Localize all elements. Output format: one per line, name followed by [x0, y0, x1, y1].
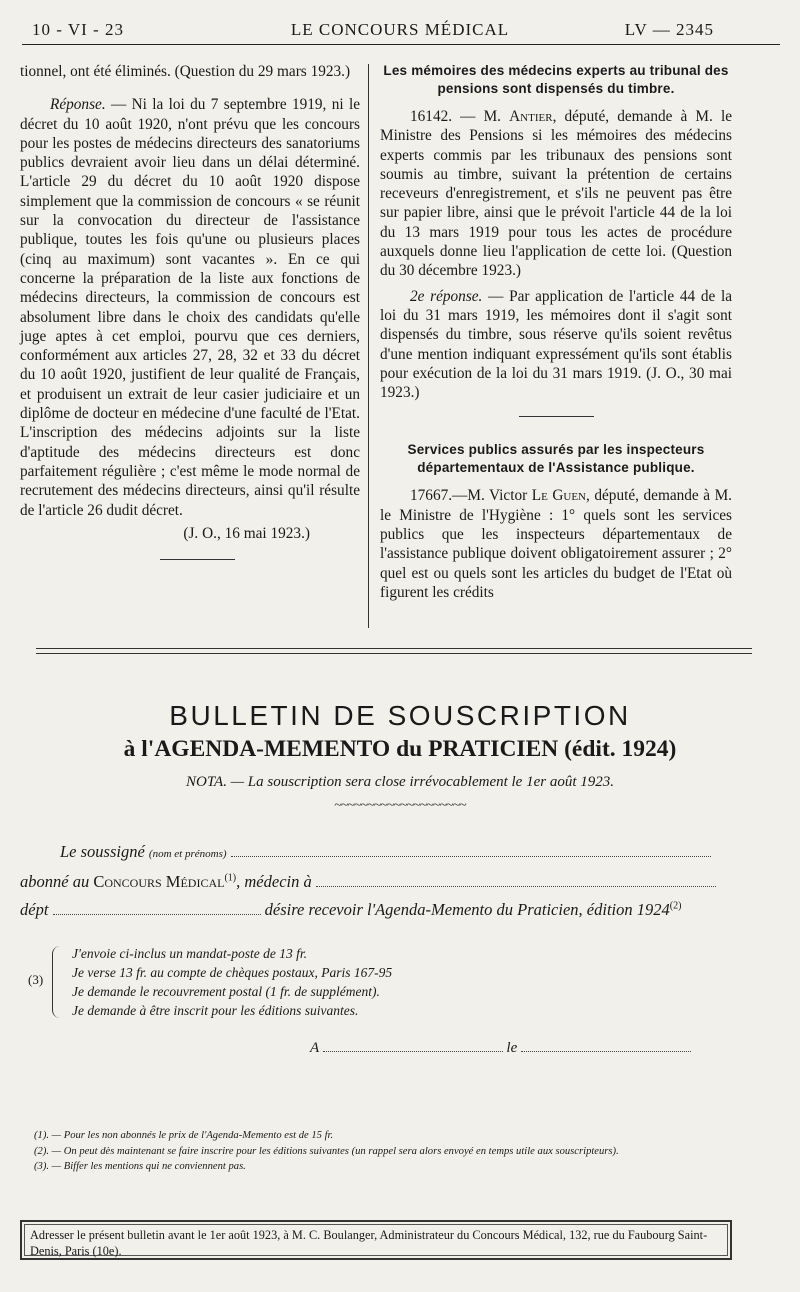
right-column — [380, 62, 732, 602]
left-citation: (J. O., 16 mai 1923.) — [183, 524, 310, 542]
soussigne-label: Le soussigné — [60, 842, 145, 861]
option-inscription[interactable]: Je demande à être inscrit pour les éditions suivantes. — [72, 1003, 359, 1018]
question-16142 — [380, 107, 732, 281]
desire-recevoir-label: désire recevoir l'Agenda-Memento du Praticien, édition 1924 — [264, 900, 670, 919]
options-brace — [52, 946, 63, 1018]
nom-prenoms-hint: (nom et prénoms) — [148, 848, 227, 860]
option-recouvrement[interactable]: Je demande le recouvrement postal (1 fr. de supplément). — [72, 984, 380, 999]
left-lead: tionnel, ont été éliminés. (Question du 29 mars 1923.) — [20, 63, 351, 80]
bulletin-title: BULLETIN DE SOUSCRIPTION — [169, 700, 631, 731]
footnote-1: (1). — Pour les non abonnés le prix de l'Agenda-Memento est de 15 fr. — [34, 1130, 334, 1141]
le-label: le — [506, 1040, 518, 1056]
name-field[interactable] — [231, 855, 711, 857]
question-17667 — [380, 486, 732, 602]
column-divider — [368, 64, 369, 628]
payment-options — [72, 944, 392, 1020]
question-number: 16142. — M. — [410, 108, 510, 125]
note-ref-2: (2) — [669, 900, 682, 912]
wavy-divider: ~~~~~~~~~~~~~~~~~~~~ — [334, 798, 466, 813]
bulletin-top-rule-2 — [36, 653, 752, 654]
option-cheque[interactable]: Je verse 13 fr. au compte de chèques postaux, Paris 167-95 — [72, 965, 393, 980]
address-box — [20, 1220, 732, 1260]
answer-text: — Par application de l'article 44 de la loi du 31 mars 1919, les mémoires dont il s'agit sont dispensés du timbre, sous réserve qu'ils soient revêtus d'une mention indiquant expressément qu'ils sont établis pour exécution de la loi du 31 mars 1919. (J. O., 30 mai 1923.) — [380, 287, 732, 402]
footnote-3: (3). — Biffer les mentions qui ne conviennent pas. — [34, 1161, 246, 1172]
left-column — [20, 62, 360, 560]
question-text: , député, demande à M. le Ministre de l'Hygiène : 1° quels sont les services publics que les inspecteurs départementaux de l'assistance publique doivent obligatoirement assurer ; 2° quel est ou quels sont les articles du budget de l'Etat où figurent les crédits — [380, 487, 733, 601]
a-label: A — [310, 1040, 319, 1056]
header-rule — [22, 44, 780, 45]
section-separator — [519, 416, 594, 417]
option-mandat[interactable]: J'envoie ci-inclus un mandat-poste de 13 fr. — [72, 946, 307, 961]
form-line-dept — [20, 900, 681, 920]
concours-medical-label: Concours Médical — [93, 872, 225, 891]
bulletin-subtitle: à l'AGENDA-MEMENTO du PRATICIEN (édit. 1924) — [123, 736, 677, 762]
deputy-name: Antier — [509, 108, 553, 125]
section-title-memoires: Les mémoires des médecins experts au tribunal des pensions sont dispensés du timbre. — [383, 63, 729, 96]
page-date: 10 - VI - 23 — [32, 20, 124, 39]
reponse-label: Réponse. — [50, 96, 106, 114]
place-field[interactable] — [323, 1050, 503, 1052]
answer-16142 — [380, 287, 732, 403]
page-number: LV — 2345 — [624, 20, 714, 39]
form-line-abonne — [20, 872, 716, 892]
footnote-2: (2). — On peut dès maintenant se faire inscrire pour les éditions suivantes (un rappel sera alors envoyé en temps utile aux souscripteurs). — [34, 1145, 619, 1157]
reponse-paragraph — [20, 95, 360, 520]
question-text: , député, demande à M. le Ministre des Pensions si les mémoires des médecins experts commis par les tribunaux des pensions sont soumis au timbre, suivant la prétention de certains receveurs d'enregistrement, et s'ils ne peuvent pas être sur papier libre, ainsi que le prévoit l'article 44 de la loi du 13 mars 1919 pour tous les actes de procédure auxquels donne lieu l'application de cette loi. (Question du 30 décembre 1923.) — [380, 108, 732, 280]
section-title-services: Services publics assurés par les inspecteurs départementaux de l'Assistance publique. — [407, 442, 705, 475]
journal-title: LE CONCOURS MÉDICAL — [290, 20, 510, 39]
date-field[interactable] — [521, 1050, 691, 1052]
reponse-text: — Ni la loi du 7 septembre 1919, ni le décret du 10 août 1920, n'ont prévu que les concours pour les postes de médecins directeurs des sanatoriums publics devraient avoir lieu dans un délai déterminé. L'article 29 du décret du 10 août 1920 dispose simplement que la commission de concours « se réunit sur la convocation du directeur de l'assistance publique, toutes les fois qu'une ou plusieurs places (cinq au maximum) sont vacantes ». En ce qui concerne la préparation de la liste aux fonctions de médecins directeurs, la commission de concours est absolument libre dans le choix des candidats qu'elle juge aptes à cet emploi, pourvu que ces derniers, conformément aux articles 27, 28, 32 et 33 du décret du 10 août 1920, justifient de leur qualité de Français, et produisent un extrait de leur casier judiciaire et un diplôme de docteur en médecine d'une faculté de l'Etat. L'inscription des médecins adjoints sur la liste d'aptitude des médecins directeurs est donc parfaitement régulière ; c'est même le mode normal de recrutement des médecins directeurs, ainsi qu'il résulte de l'article 26 dudit décret. — [20, 96, 360, 519]
city-field[interactable] — [316, 885, 716, 887]
address-text: Adresser le présent bulletin avant le 1er août 1923, à M. C. Boulanger, Administrateur du Concours Médical, 132, rue du Faubourg Saint-Denis, Paris (10e). — [30, 1228, 708, 1258]
bulletin-nota: NOTA. — La souscription sera close irrévocablement le 1er août 1923. — [185, 774, 615, 790]
form-line-signature — [310, 1040, 691, 1057]
footnotes — [34, 1128, 764, 1175]
answer-label: 2e réponse. — [410, 287, 483, 305]
left-end-rule — [160, 559, 235, 560]
abonne-label: abonné au — [20, 872, 90, 891]
note-ref-1: (1) — [224, 872, 237, 884]
medecin-a-label: , médecin à — [236, 872, 312, 891]
dept-label: dépt — [20, 900, 49, 919]
form-line-name — [60, 842, 711, 862]
dept-field[interactable] — [53, 913, 261, 915]
options-marker: (3) — [28, 972, 44, 987]
page-header — [0, 0, 800, 46]
question-number: 17667.—M. Victor — [410, 487, 532, 505]
deputy-name: Le Guen — [531, 487, 587, 505]
bulletin-top-rule — [36, 648, 752, 649]
